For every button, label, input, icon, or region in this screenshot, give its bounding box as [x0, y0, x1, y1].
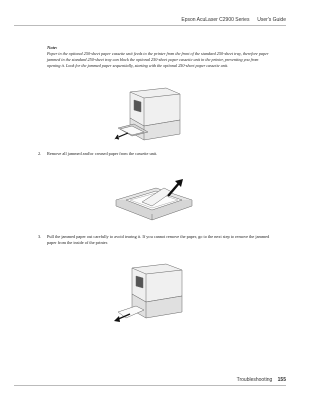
step-3 [38, 234, 270, 246]
step-2-text: Remove all jammed and/or creased paper from the cassette unit. [47, 151, 158, 156]
pull-jammed-paper-illustration [108, 262, 190, 326]
note-body: Paper in the optional 250-sheet paper cassette unit feeds to the printer from the front of the standard 250-sheet tray, therefore paper jammed in the standard 250-sheet tray can block the optional 250-sheet paper cassette unit in the printer, preventing you from opening it. Look for the jammed paper sequentially, starting with the optional 250-sheet paper cassette unit. [47, 51, 269, 68]
product-name: Epson AcuLaser C2900 Series [181, 17, 250, 23]
note-title: Note: [47, 45, 58, 50]
step-3-text: Pull the jammed paper out carefully to avoid tearing it. If you cannot remove the paper, go to the next step to remove the jammed paper from the inside of the printer. [47, 234, 270, 245]
control-panel-icon [134, 100, 141, 112]
running-header [181, 17, 286, 23]
step-2 [38, 151, 270, 157]
cassette-paper-removal-illustration [112, 176, 196, 224]
footer-section: Troubleshooting [236, 377, 273, 383]
footer-rule [14, 385, 286, 386]
step-3-number: 3. [38, 234, 42, 239]
printer-with-cassette-open-illustration [108, 86, 188, 148]
header-rule [14, 25, 286, 26]
page-footer [237, 377, 286, 383]
step-2-number: 2. [38, 151, 42, 156]
pull-arrow-icon [116, 133, 128, 139]
page-number: 155 [277, 377, 286, 383]
note-block [47, 45, 269, 69]
guide-name: User's Guide [257, 17, 286, 23]
control-panel-icon [136, 276, 143, 288]
